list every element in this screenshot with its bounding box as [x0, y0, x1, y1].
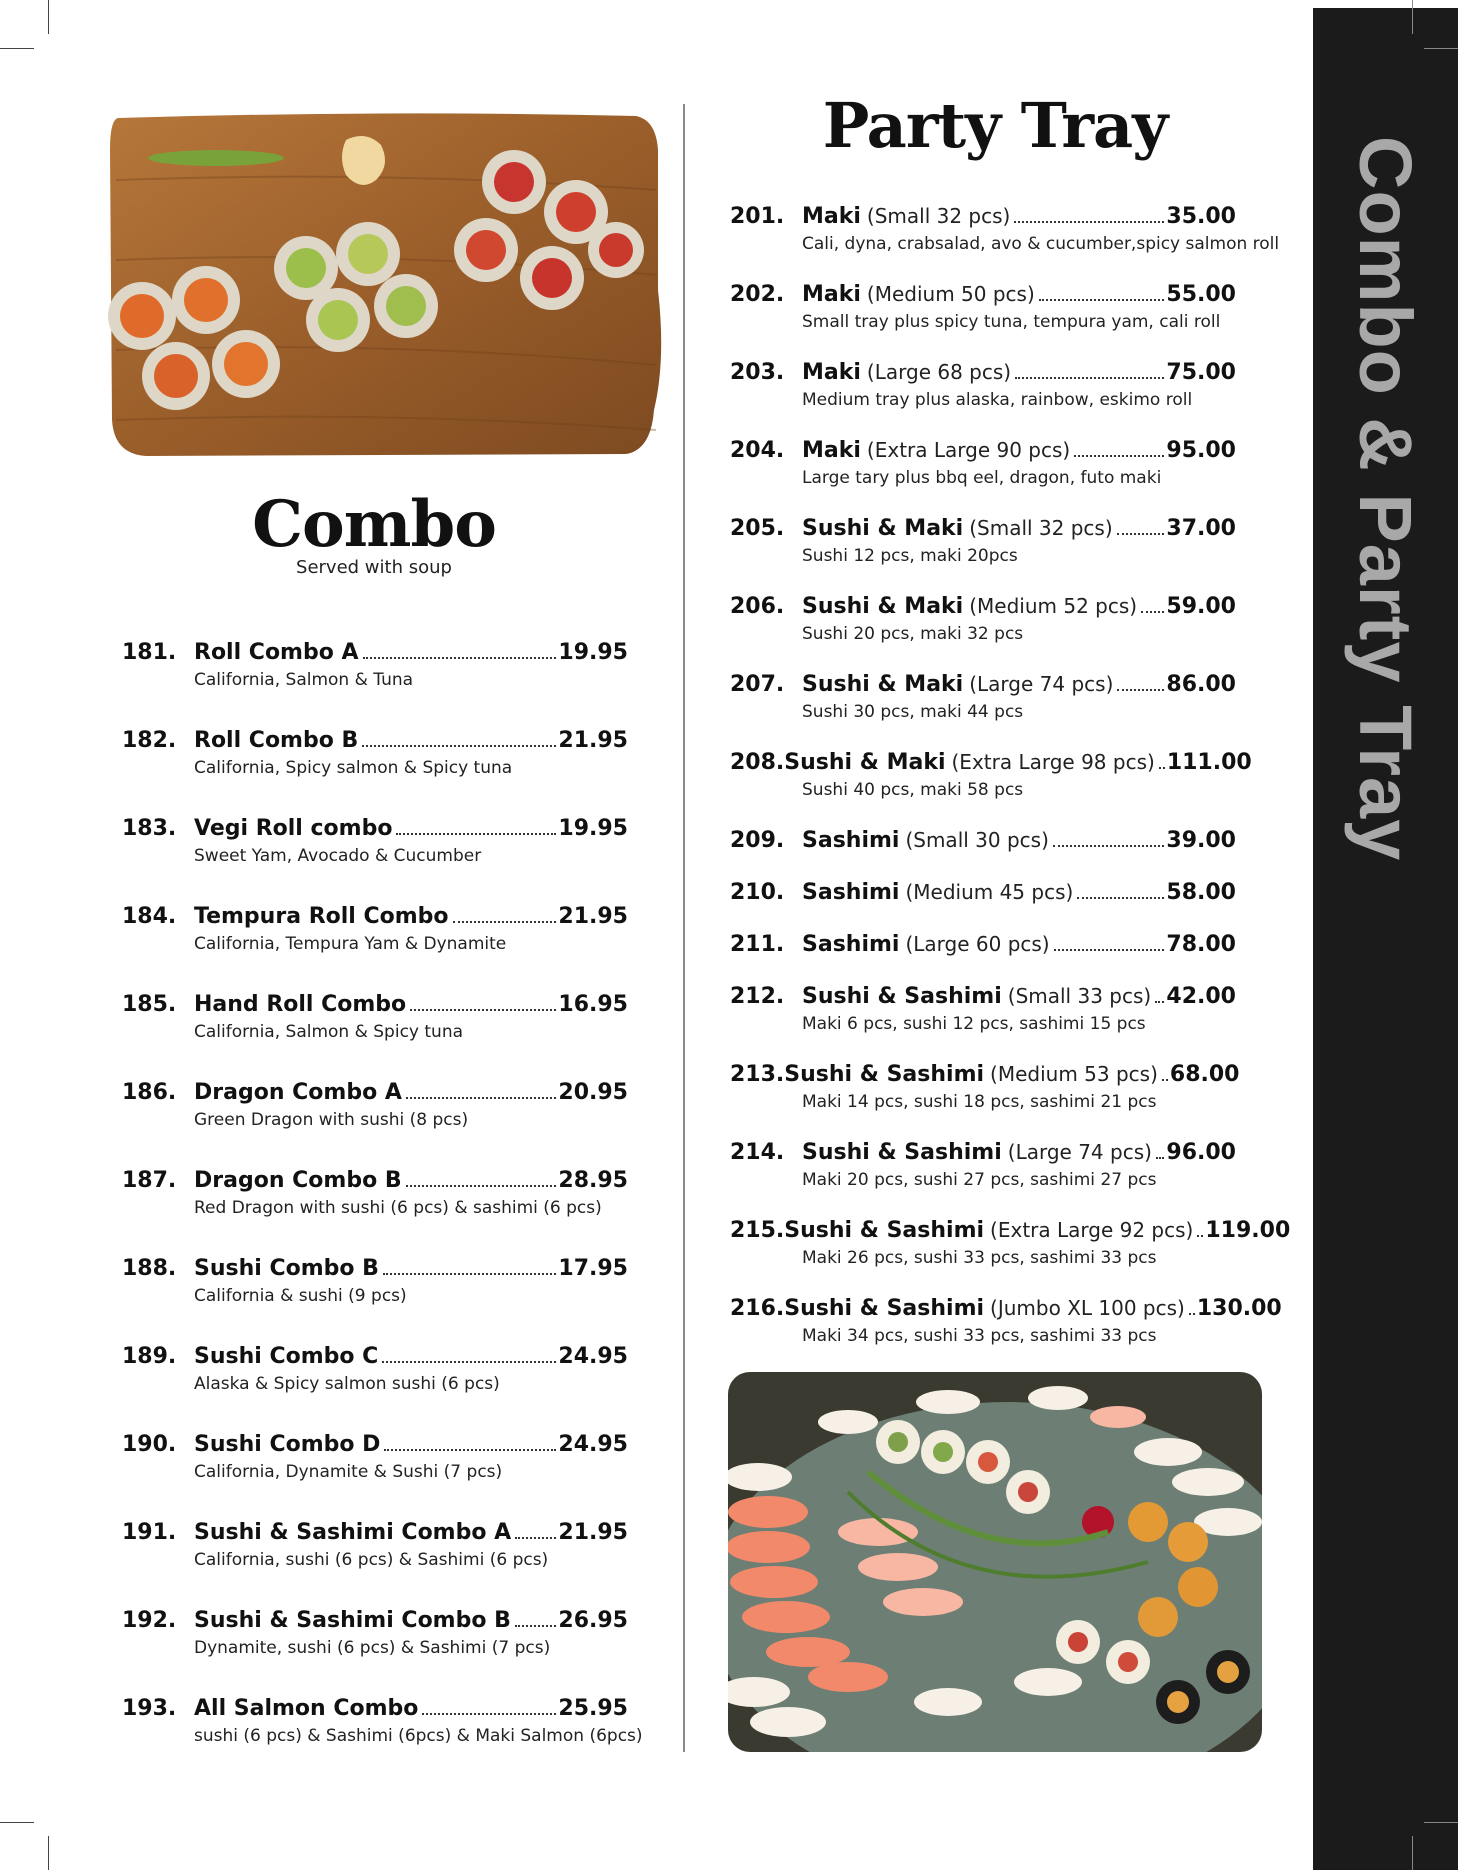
item-name: Sushi Combo B: [194, 1256, 379, 1281]
item-price: 111.00: [1166, 750, 1252, 775]
dot-leader: [1141, 611, 1164, 613]
item-description: California, Spicy salmon & Spicy tuna: [194, 758, 513, 778]
party-tray-item: [730, 1062, 1240, 1112]
item-price: 75.00: [1166, 360, 1236, 385]
item-name: Sushi & Maki: [802, 594, 964, 619]
item-description: Maki 14 pcs, sushi 18 pcs, sashimi 21 pcs: [802, 1092, 1157, 1112]
item-name: Sushi & Sashimi: [784, 1218, 985, 1243]
item-number: 216.: [730, 1296, 785, 1321]
item-description: Red Dragon with sushi (6 pcs) & sashimi (6 pcs): [194, 1198, 602, 1218]
item-price: 21.95: [558, 1520, 628, 1545]
item-name: Tempura Roll Combo: [194, 904, 449, 929]
item-size: (Medium 52 pcs): [969, 594, 1138, 618]
crop-mark: [1412, 0, 1413, 34]
party-tray-title: Party Tray: [822, 89, 1168, 162]
combo-item: [122, 1256, 628, 1306]
item-number: 203.: [730, 360, 785, 385]
item-number: 191.: [122, 1520, 177, 1545]
item-name: Hand Roll Combo: [194, 992, 407, 1017]
item-name: Sushi & Sashimi: [784, 1062, 985, 1087]
item-number: 205.: [730, 516, 785, 541]
item-price: 119.00: [1205, 1218, 1291, 1243]
item-number: 184.: [122, 904, 177, 929]
party-tray-photo: [728, 1372, 1262, 1752]
item-number: 190.: [122, 1432, 177, 1457]
item-price: 86.00: [1166, 672, 1236, 697]
party-tray-item: [730, 828, 1236, 856]
item-size: (Medium 45 pcs): [905, 880, 1074, 904]
item-price: 16.95: [558, 992, 628, 1017]
item-price: 24.95: [558, 1344, 628, 1369]
item-size: (Extra Large 92 pcs): [990, 1218, 1194, 1242]
party-tray-item: [730, 750, 1252, 800]
combo-item: [122, 1432, 628, 1482]
item-name: Maki: [802, 438, 861, 463]
item-price: 19.95: [558, 816, 628, 841]
item-number: 192.: [122, 1608, 177, 1633]
item-description: Alaska & Spicy salmon sushi (6 pcs): [194, 1374, 500, 1394]
item-price: 59.00: [1166, 594, 1236, 619]
party-tray-item: [730, 880, 1236, 908]
party-tray-item: [730, 438, 1236, 488]
item-size: (Large 68 pcs): [866, 360, 1012, 384]
dot-leader: [1074, 455, 1164, 457]
crop-mark: [0, 48, 34, 49]
item-name: Sushi & Sashimi: [784, 1296, 985, 1321]
combo-item: [122, 992, 628, 1042]
combo-item: [122, 1608, 628, 1658]
item-number: 201.: [730, 204, 785, 229]
dot-leader: [363, 657, 557, 659]
dot-leader: [1117, 689, 1164, 691]
item-number: 207.: [730, 672, 785, 697]
party-tray-item: [730, 932, 1236, 960]
item-description: California, sushi (6 pcs) & Sashimi (6 pcs): [194, 1550, 549, 1570]
item-description: Maki 34 pcs, sushi 33 pcs, sashimi 33 pcs: [802, 1326, 1157, 1346]
dot-leader: [406, 1185, 557, 1187]
item-number: 182.: [122, 728, 177, 753]
item-price: 28.95: [558, 1168, 628, 1193]
item-description: Sushi 20 pcs, maki 32 pcs: [802, 624, 1024, 644]
item-size: (Medium 53 pcs): [990, 1062, 1158, 1086]
dot-leader: [406, 1097, 557, 1099]
item-description: Small tray plus spicy tuna, tempura yam, cali roll: [802, 312, 1221, 332]
combo-item: [122, 640, 628, 690]
item-size: (Extra Large 98 pcs): [951, 750, 1155, 774]
party-tray-item: [730, 516, 1236, 566]
item-size: (Extra Large 90 pcs): [866, 438, 1071, 462]
item-number: 188.: [122, 1256, 177, 1281]
item-description: California, Dynamite & Sushi (7 pcs): [194, 1462, 503, 1482]
crop-mark: [0, 1822, 34, 1823]
item-name: Sushi & Maki: [802, 672, 964, 697]
item-name: Dragon Combo A: [194, 1080, 402, 1105]
item-size: (Large 74 pcs): [969, 672, 1114, 696]
item-name: Sashimi: [802, 932, 900, 957]
item-description: Sushi 12 pcs, maki 20pcs: [802, 546, 1018, 566]
dot-leader: [1155, 1001, 1164, 1003]
item-price: 55.00: [1166, 282, 1236, 307]
item-number: 215.: [730, 1218, 785, 1243]
dot-leader: [1014, 221, 1164, 223]
party-tray-item: [730, 984, 1236, 1034]
combo-item: [122, 1168, 628, 1218]
item-price: 58.00: [1166, 880, 1236, 905]
item-price: 24.95: [558, 1432, 628, 1457]
item-size: (Large 60 pcs): [905, 932, 1050, 956]
roll-board-photo: [106, 110, 666, 460]
item-name: Sushi & Maki: [802, 516, 964, 541]
item-price: 68.00: [1169, 1062, 1240, 1087]
item-description: Maki 6 pcs, sushi 12 pcs, sashimi 15 pcs: [802, 1014, 1146, 1034]
item-price: 42.00: [1166, 984, 1236, 1009]
item-name: All Salmon Combo: [194, 1696, 419, 1721]
item-price: 20.95: [558, 1080, 628, 1105]
item-name: Sushi & Sashimi Combo B: [194, 1608, 511, 1633]
item-number: 202.: [730, 282, 785, 307]
item-description: California & sushi (9 pcs): [194, 1286, 407, 1306]
dot-leader: [1117, 533, 1165, 535]
item-name: Vegi Roll combo: [194, 816, 393, 841]
item-number: 214.: [730, 1140, 785, 1165]
dot-leader: [1054, 949, 1165, 951]
item-number: 183.: [122, 816, 177, 841]
dot-leader: [1189, 1313, 1195, 1315]
item-description: Sweet Yam, Avocado & Cucumber: [194, 846, 482, 866]
sidebar-title-text: Combo & Party Tray: [1344, 136, 1427, 862]
item-price: 35.00: [1166, 204, 1236, 229]
column-divider: [683, 104, 685, 1752]
item-description: sushi (6 pcs) & Sashimi (6pcs) & Maki Salmon (6pcs): [194, 1726, 643, 1746]
item-size: (Large 74 pcs): [1007, 1140, 1152, 1164]
dot-leader: [1197, 1235, 1203, 1237]
dot-leader: [453, 921, 557, 923]
crop-mark: [1424, 48, 1458, 49]
crop-mark: [1412, 1836, 1413, 1870]
crop-mark: [48, 0, 49, 34]
dot-leader: [1039, 299, 1165, 301]
item-price: 96.00: [1166, 1140, 1236, 1165]
crop-mark: [1424, 1822, 1458, 1823]
item-size: (Small 32 pcs): [866, 204, 1011, 228]
item-description: Medium tray plus alaska, rainbow, eskimo roll: [802, 390, 1193, 410]
dot-leader: [1156, 1157, 1164, 1159]
dot-leader: [362, 745, 556, 747]
sidebar-title: [1313, 8, 1458, 1870]
item-price: 19.95: [558, 640, 628, 665]
item-name: Maki: [802, 204, 861, 229]
item-name: Sushi Combo D: [194, 1432, 381, 1457]
dot-leader: [1077, 897, 1164, 899]
item-name: Dragon Combo B: [194, 1168, 402, 1193]
item-price: 78.00: [1166, 932, 1236, 957]
item-description: California, Tempura Yam & Dynamite: [194, 934, 507, 954]
item-size: (Jumbo XL 100 pcs): [990, 1296, 1185, 1320]
item-price: 37.00: [1166, 516, 1236, 541]
dot-leader: [396, 833, 556, 835]
item-size: (Medium 50 pcs): [866, 282, 1035, 306]
combo-title: Combo: [252, 487, 496, 562]
item-price: 21.95: [558, 728, 628, 753]
item-description: Sushi 40 pcs, maki 58 pcs: [802, 780, 1024, 800]
item-size: (Small 33 pcs): [1007, 984, 1152, 1008]
item-name: Sashimi: [802, 828, 900, 853]
dot-leader: [383, 1273, 556, 1275]
item-number: 212.: [730, 984, 785, 1009]
dot-leader: [410, 1009, 556, 1011]
item-name: Maki: [802, 360, 861, 385]
item-number: 204.: [730, 438, 785, 463]
item-price: 130.00: [1196, 1296, 1282, 1321]
dot-leader: [1015, 377, 1164, 379]
combo-item: [122, 904, 628, 954]
dot-leader: [1162, 1079, 1168, 1081]
party-tray-item: [730, 1296, 1282, 1346]
dot-leader: [1053, 845, 1165, 847]
item-price: 39.00: [1166, 828, 1236, 853]
item-number: 208.: [730, 750, 785, 775]
item-number: 187.: [122, 1168, 177, 1193]
dot-leader: [1159, 767, 1165, 769]
combo-item: [122, 816, 628, 866]
item-description: California, Salmon & Tuna: [194, 670, 414, 690]
item-number: 181.: [122, 640, 177, 665]
combo-item: [122, 728, 628, 778]
combo-subtitle: Served with soup: [296, 557, 452, 578]
item-number: 206.: [730, 594, 785, 619]
item-price: 95.00: [1166, 438, 1236, 463]
dot-leader: [382, 1361, 556, 1363]
party-tray-item: [730, 360, 1236, 410]
item-description: Cali, dyna, crabsalad, avo & cucumber,spicy salmon roll: [802, 234, 1280, 254]
item-price: 25.95: [558, 1696, 628, 1721]
party-tray-item: [730, 594, 1236, 644]
item-number: 186.: [122, 1080, 177, 1105]
item-size: (Small 32 pcs): [969, 516, 1113, 540]
combo-item: [122, 1520, 628, 1570]
item-number: 189.: [122, 1344, 177, 1369]
item-name: Sushi Combo C: [194, 1344, 379, 1369]
item-number: 193.: [122, 1696, 177, 1721]
item-description: Maki 26 pcs, sushi 33 pcs, sashimi 33 pcs: [802, 1248, 1157, 1268]
combo-item: [122, 1344, 628, 1394]
party-tray-item: [730, 1218, 1291, 1268]
item-name: Sushi & Sashimi Combo A: [194, 1520, 512, 1545]
party-tray-item: [730, 672, 1236, 722]
item-size: (Small 30 pcs): [905, 828, 1049, 852]
party-tray-item: [730, 282, 1236, 332]
item-description: Maki 20 pcs, sushi 27 pcs, sashimi 27 pcs: [802, 1170, 1157, 1190]
item-price: 21.95: [558, 904, 628, 929]
item-name: Sushi & Sashimi: [802, 984, 1002, 1009]
item-description: California, Salmon & Spicy tuna: [194, 1022, 464, 1042]
combo-item: [122, 1696, 643, 1746]
item-description: Sushi 30 pcs, maki 44 pcs: [802, 702, 1024, 722]
dot-leader: [384, 1449, 556, 1451]
party-tray-item: [730, 1140, 1236, 1190]
item-description: Green Dragon with sushi (8 pcs): [194, 1110, 469, 1130]
item-name: Roll Combo B: [194, 728, 359, 753]
crop-mark: [48, 1836, 49, 1870]
combo-item: [122, 1080, 628, 1130]
item-number: 211.: [730, 932, 785, 957]
item-price: 17.95: [558, 1256, 628, 1281]
item-name: Maki: [802, 282, 861, 307]
item-name: Sushi & Sashimi: [802, 1140, 1002, 1165]
item-name: Roll Combo A: [194, 640, 359, 665]
item-number: 185.: [122, 992, 177, 1017]
item-number: 209.: [730, 828, 785, 853]
item-description: Dynamite, sushi (6 pcs) & Sashimi (7 pcs): [194, 1638, 551, 1658]
item-name: Sushi & Maki: [784, 750, 946, 775]
item-description: Large tary plus bbq eel, dragon, futo maki: [802, 468, 1162, 488]
item-number: 210.: [730, 880, 785, 905]
item-price: 26.95: [558, 1608, 628, 1633]
dot-leader: [422, 1713, 556, 1715]
item-number: 213.: [730, 1062, 785, 1087]
dot-leader: [515, 1537, 556, 1539]
party-tray-item: [730, 204, 1280, 254]
dot-leader: [515, 1625, 557, 1627]
item-name: Sashimi: [802, 880, 900, 905]
